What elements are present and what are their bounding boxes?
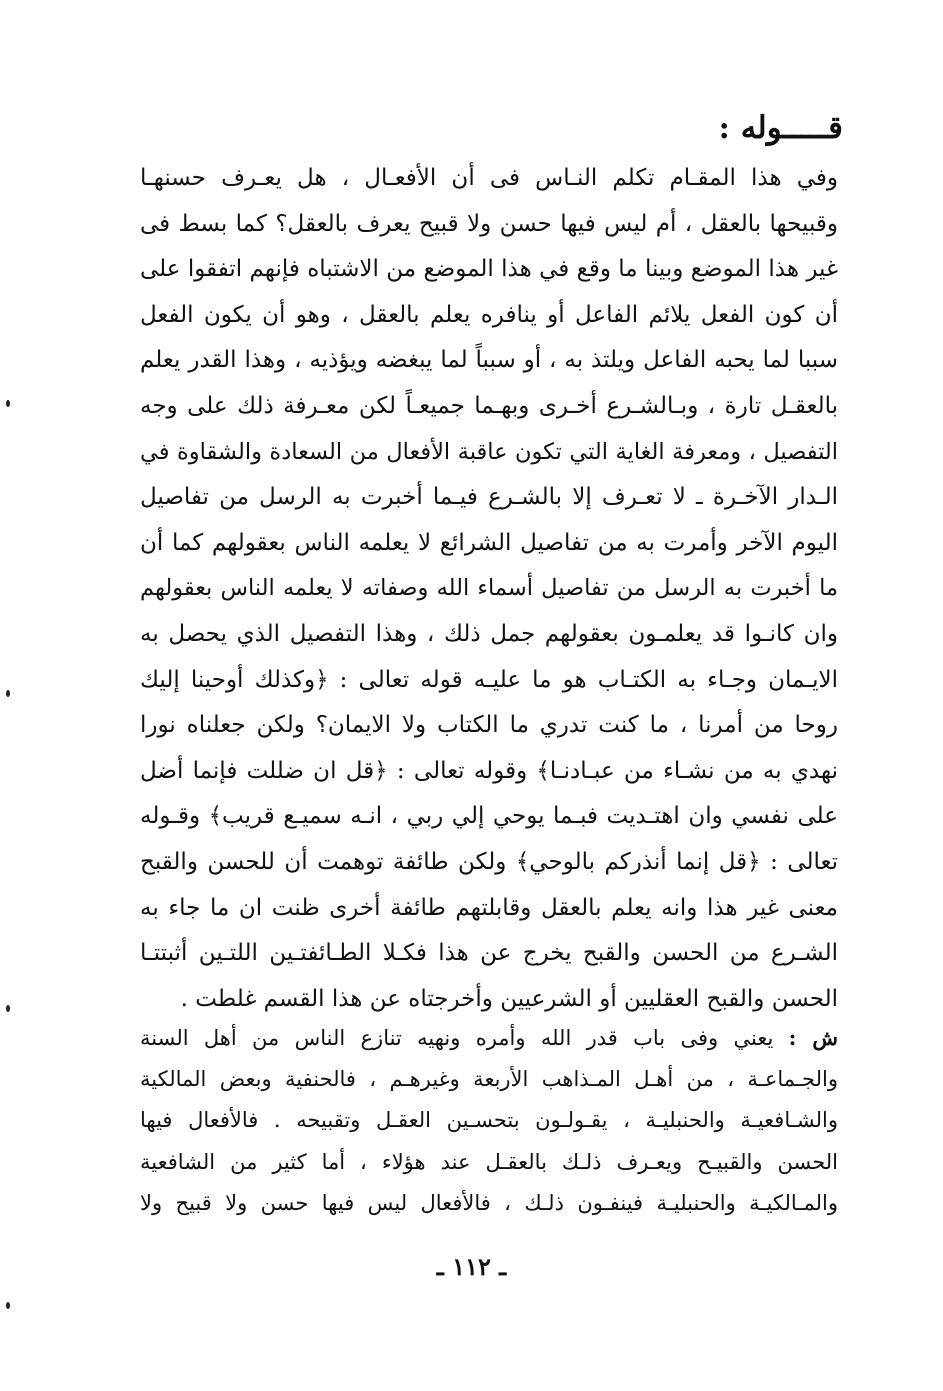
page-number: ـ ١١٢ ـ (436, 1252, 507, 1281)
text-line: غير هذا الموضع وبينا ما وقع في هذا الموضع من الاشتباه فإنهم اتفقوا على (140, 256, 838, 283)
scan-speck (6, 690, 10, 697)
text-line: الحسن والقبح العقليين أو الشرعيين وأخرجتاه عن هذا القسم غلطت . (180, 985, 838, 1012)
text-span: يعني وفى باب قدر الله وأمره ونهيه تنازع الناس من أهل السنة (140, 1026, 789, 1050)
text-line: والجـماعـة ، من أهـل المـذاهب الأربعة وغيرهـم ، فالحنفية وبعض المالكية (140, 1066, 838, 1091)
commentary-text (140, 1017, 838, 1225)
text-line: تعالى : ﴿قل إنما أنذركم بالوحي﴾ ولكن طائفة توهمت أن للحسن والقبح (140, 848, 838, 875)
commentary-marker: ش : (788, 1025, 838, 1050)
text-line (140, 1017, 838, 1059)
text-line: الـدار الآخـرة ـ لا تعـرف إلا بالشـرع فيـما أخبرت به الرسل من تفاصيل (140, 484, 838, 511)
text-line: الشـرع من الحسن والقبح يخرج عن هذا فكـلا الطـائفتـين اللتـين أثبتتـا (140, 940, 838, 967)
text-line: روحا من أمرنا ، ما كنت تدري ما الكتاب ولا الايمان؟ ولكن جعلناه نورا (140, 712, 838, 739)
scan-speck (6, 1005, 10, 1012)
text-line: الايـمان وجـاء به الكتـاب هو ما عليـه قوله تعالى : ﴿وكذلك أوحينا إليك (140, 666, 838, 693)
text-line: سببا لما يحبه الفاعل ويلتذ به ، أو سبباً لما يبغضه ويؤذيه ، وهذا القدر يعلم (140, 347, 838, 374)
quoted-text (140, 156, 838, 1022)
text-line: والشـافعيـة والحنبليـة ، يقـولـون بتحسـين العقـل وتقبيحه . فالأفعال فيها (140, 1108, 838, 1132)
text-line: التفصيل ، ومعرفة الغاية التي تكون عاقبة الأفعال من السعادة والشقاوة في (140, 438, 838, 465)
text-line: اليوم الآخر وأمرت به من تفاصيل الشرائع لا يعلمه الناس بعقولهم كما أن (140, 529, 838, 556)
text-line: بالعقـل تارة ، وبـالشـرع أخـرى وبهـما جميعـاً لكن معـرفة ذلك على وجه (140, 392, 838, 419)
section-heading: قـــــوله : (718, 110, 843, 146)
text-line: ما أخبرت به الرسل من تفاصيل أسماء الله وصفاته لا يعلمه الناس بعقولهم (140, 575, 838, 602)
text-line: الحسن والقبيـح ويعـرف ذلـك بالعقـل عند هؤلاء ، أما كثير من الشافعية (140, 1149, 838, 1174)
text-line: أن كون الفعل يلائم الفاعل أو ينافره يعلم بالعقل ، وهو أن يكون الفعل (140, 301, 838, 328)
text-line: على نفسي وان اهتـديت فبـما يوحي إلي ربي ، انـه سميـع قريب﴾ وقـوله (140, 803, 838, 830)
text-line: نهدي به من نشـاء من عبـادنـا﴾ وقوله تعالى : ﴿قل ان ضللت فإنما أضل (140, 757, 838, 784)
scan-speck (6, 1302, 10, 1309)
text-line: وان كانـوا قد يعلمـون بعقولهم جمل ذلك ، وهذا التفصيل الذي يحصل به (140, 620, 838, 647)
text-line: معنى غير هذا وانه يعلم بالعقل وقابلتهم طائفة أخرى ظنت ان ما جاء به (140, 894, 838, 921)
text-line: وفي هذا المقـام تكلم النـاس فى أن الأفعـال ، هل يعـرف حسنهـا (140, 165, 838, 191)
scan-speck (6, 400, 10, 407)
text-line: وقبيحها بالعقل ، أم ليس فيها حسن ولا قبيح يعرف بالعقل؟ كما بسط فى (140, 210, 838, 237)
text-line: والمـالكيـة والحنبليـة فينفـون ذلـك ، فالأفعال ليس فيها حسن ولا قبيح ولا (140, 1191, 838, 1215)
